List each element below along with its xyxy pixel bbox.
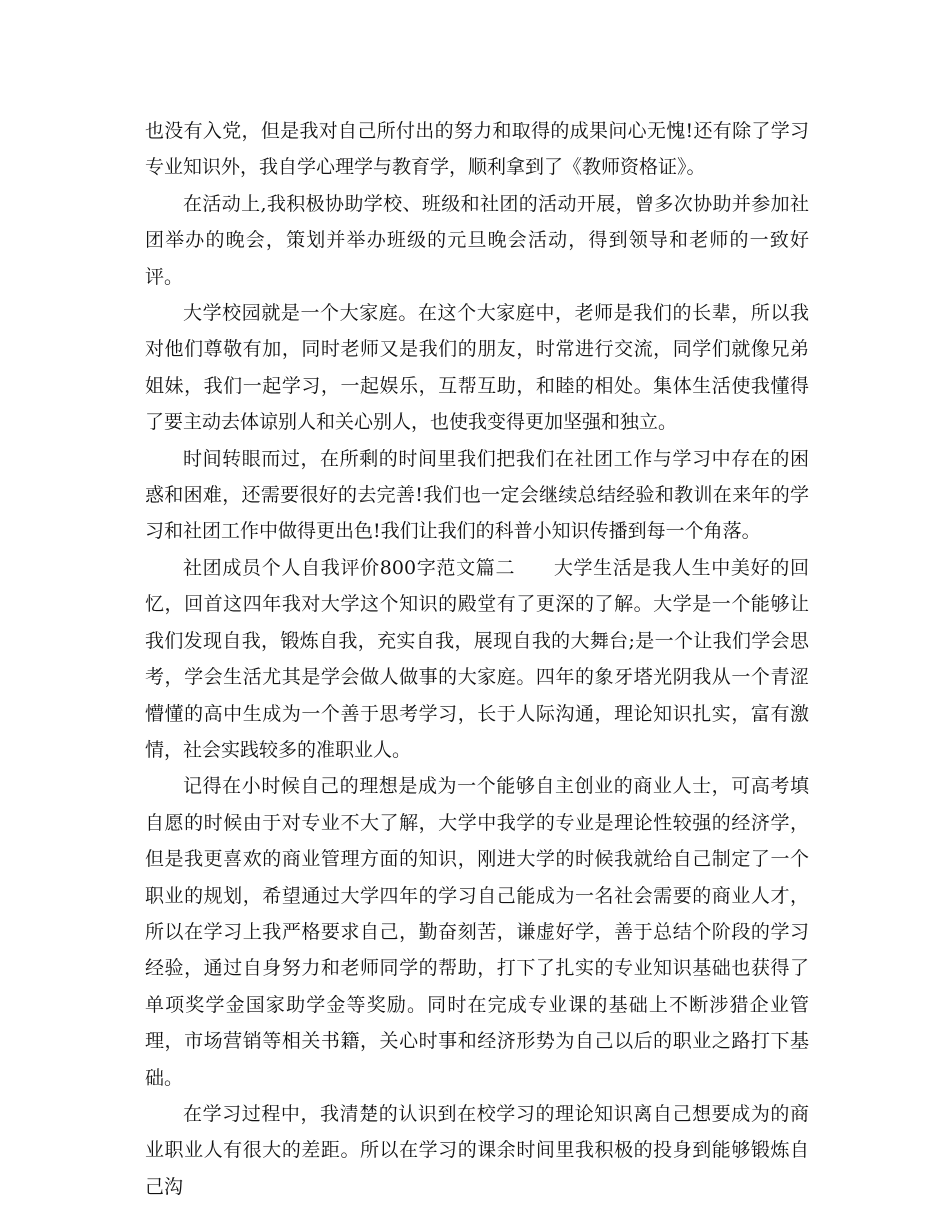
paragraph-7: 在学习过程中，我清楚的认识到在校学习的理论知识离自己想要成为的商业职业人有很大的差距。所以在学习的课余时间里我积极的投身到能够锻炼自己沟 [145, 1102, 809, 1198]
section-title: 社团成员个人自我评价800字范文篇二 [183, 556, 516, 579]
section-paragraph [145, 550, 809, 768]
paragraph-1: 也没有入党，但是我对自己所付出的努力和取得的成果问心无愧!还有除了学习专业知识外，我自学心理学与教育学，顺利拿到了《教师资格证》。 [145, 120, 809, 179]
paragraph-6: 记得在小时候自己的理想是成为一个能够自主创业的商业人士，可高考填自愿的时候由于对专业不大了解，大学中我学的专业是理论性较强的经济学，但是我更喜欢的商业管理方面的知识，刚进大学的时候我就给自己制定了一个职业的规划，希望通过大学四年的学习自己能成为一名社会需要的商业人才，所以在学习上我严格要求自己，勤奋刻苦，谦虚好学，善于总结个阶段的学习经验，通过自身努力和老师同学的帮助，打下了扎实的专业知识基础也获得了单项奖学金国家助学金等奖励。同时在完成专业课的基础上不断涉猎企业管理，市场营销等相关书籍，关心时事和经济形势为自己以后的职业之路打下基础。 [145, 775, 809, 1089]
paragraph-2: 在活动上,我积极协助学校、班级和社团的活动开展，曾多次协助并参加社团举办的晚会，策划并举办班级的元旦晚会活动，得到领导和老师的一致好评。 [145, 192, 809, 288]
section-first-paragraph: 大学生活是我人生中美好的回忆，回首这四年我对大学这个知识的殿堂有了更深的了解。大学是一个能够让我们发现自我，锻炼自我，充实自我，展现自我的大舞台;是一个让我们学会思考，学会生活尤其是学会做人做事的大家庭。四年的象牙塔光阴我从一个青涩懵懂的高中生成为一个善于思考学习，长于人际沟通，理论知识扎实，富有激情，社会实践较多的准职业人。 [145, 556, 809, 761]
paragraph-4: 时间转眼而过，在所剩的时间里我们把我们在社团工作与学习中存在的困惑和困难，还需要很好的去完善!我们也一定会继续总结经验和教训在来年的学习和社团工作中做得更出色!我们让我们的科普小知识传播到每一个角落。 [145, 447, 809, 543]
paragraph-3: 大学校园就是一个大家庭。在这个大家庭中，老师是我们的长辈，所以我对他们尊敬有加，同时老师又是我们的朋友，时常进行交流，同学们就像兄弟姐妹，我们一起学习，一起娱乐，互帮互助，和睦的相处。集体生活使我懂得了要主动去体谅别人和关心别人，也使我变得更加坚强和独立。 [145, 302, 809, 434]
document-page [145, 113, 809, 1205]
